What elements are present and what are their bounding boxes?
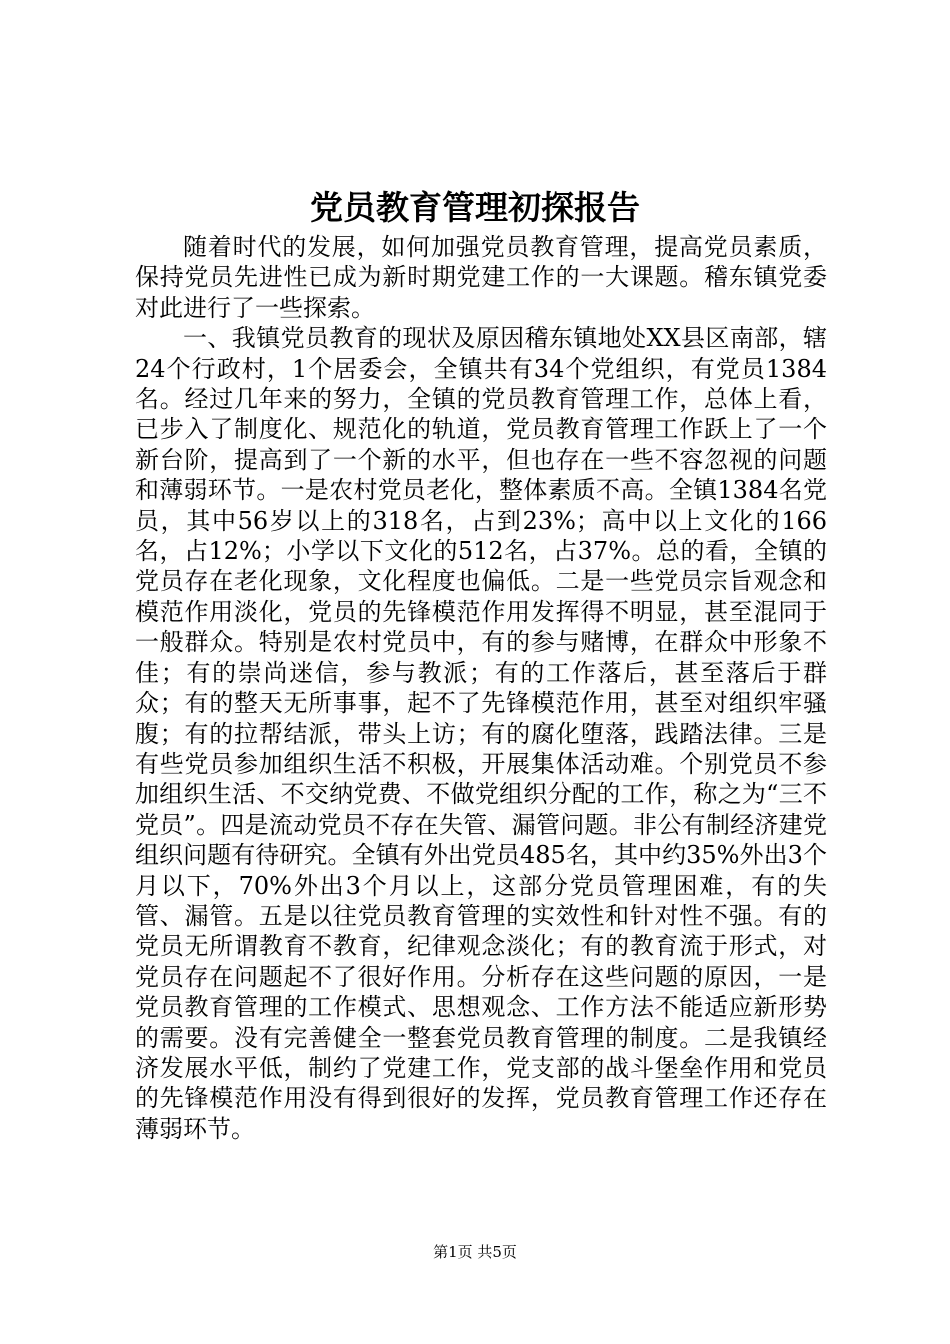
paragraph-intro: 随着时代的发展，如何加强党员教育管理，提高党员素质，保持党员先进性已成为新时期党建工作的一大课题。稽东镇党委对此进行了一些探索。	[135, 233, 827, 322]
page-footer: 第1页 共5页	[433, 1243, 517, 1261]
document-body	[135, 232, 827, 1144]
document-title: 党员教育管理初探报告	[310, 188, 640, 227]
paragraph-section-1: 一、我镇党员教育的现状及原因稽东镇地处XX县区南部，辖24个行政村，1个居委会，全镇共有34个党组织，有党员1384名。经过几年来的努力，全镇的党员教育管理工作，总体上看，已步入了制度化、规范化的轨道，党员教育管理工作跃上了一个新台阶，提高到了一个新的水平，但也存在一些不容忽视的问题和薄弱环节。一是农村党员老化，整体素质不高。全镇1384名党员，其中56岁以上的318名，占到23%；高中以上文化的166名，占12%；小学以下文化的512名，占37%。总的看，全镇的党员存在老化现象，文化程度也偏低。二是一些党员宗旨观念和模范作用淡化，党员的先锋模范作用发挥得不明显，甚至混同于一般群众。特别是农村党员中，有的参与赌博，在群众中形象不佳；有的崇尚迷信，参与教派；有的工作落后，甚至落后于群众；有的整天无所事事，起不了先锋模范作用，甚至对组织牢骚腹；有的拉帮结派，带头上访；有的腐化堕落，践踏法律。三是有些党员参加组织生活不积极，开展集体活动难。个别党员不参加组织生活、不交纳党费、不做党组织分配的工作，称之为“三不党员”。四是流动党员不存在失管、漏管问题。非公有制经济建党组织问题有待研究。全镇有外出党员485名，其中约35%外出3个月以下，70%外出3个月以上，这部分党员管理困难，有的失管、漏管。五是以往党员教育管理的实效性和针对性不强。有的党员无所谓教育不教育，纪律观念淡化；有的教育流于形式，对党员存在问题起不了很好作用。分析存在这些问题的原因，一是党员教育管理的工作模式、思想观念、工作方法不能适应新形势的需要。没有完善健全一整套党员教育管理的制度。二是我镇经济发展水平低，制约了党建工作，党支部的战斗堡垒作用和党员的先锋模范作用没有得到很好的发挥，党员教育管理工作还存在薄弱环节。	[135, 324, 827, 1143]
